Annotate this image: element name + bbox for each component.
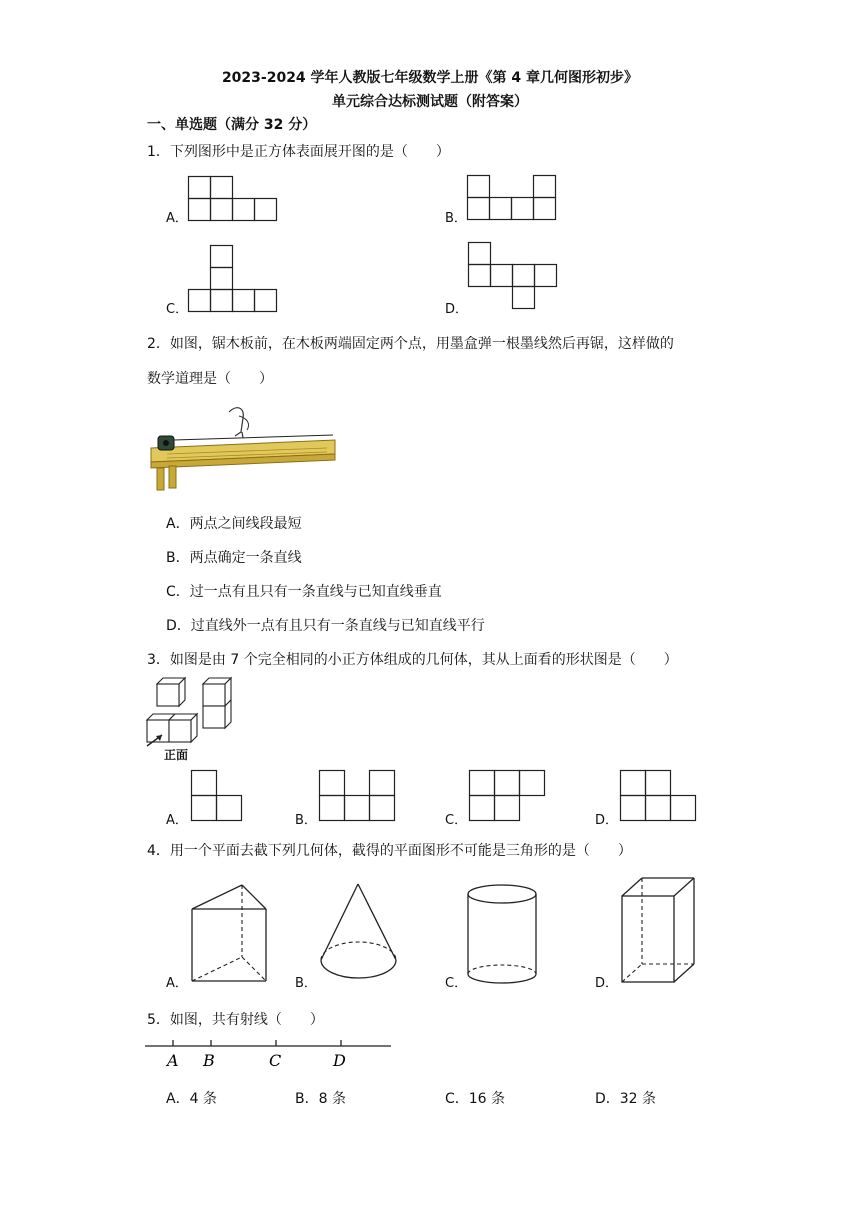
- q4-option-b-label: B．: [295, 976, 317, 991]
- q4-cylinder: [467, 884, 539, 988]
- q3-option-c-view: [469, 770, 548, 822]
- q3-option-a-view: [191, 770, 245, 822]
- q3-option-b-view: [319, 770, 398, 822]
- q3-option-d-label: D．: [595, 813, 619, 828]
- q1-option-d-net: [468, 242, 560, 312]
- q1-option-c-label: C．: [166, 302, 189, 317]
- q5-choice-c: C．16 条: [445, 1091, 506, 1107]
- q1-option-b-label: B．: [445, 211, 467, 226]
- q2-choice-d: D．过直线外一点有且只有一条直线与已知直线平行: [166, 618, 485, 634]
- q3-option-d-view: [620, 770, 699, 822]
- q2-stem-line1: 2．如图，锯木板前，在木板两端固定两个点，用墨盒弹一根墨线然后再锯，这样做的: [147, 336, 674, 352]
- q3-stem: 3．如图是由 7 个完全相同的小正方体组成的几何体，其从上面看的形状图是（ ）: [147, 652, 678, 668]
- q1-option-d-label: D．: [445, 302, 469, 317]
- q2-choice-a: A．两点之间线段最短: [166, 516, 302, 532]
- page-title: 2023-2024 学年人教版七年级数学上册《第 4 章几何图形初步》: [221, 70, 639, 86]
- q5-point-d-label: D: [333, 1051, 346, 1070]
- q2-stem-line2: 数学道理是（ ）: [147, 371, 273, 387]
- q4-option-c-label: C．: [445, 976, 468, 991]
- q4-option-d-label: D．: [595, 976, 619, 991]
- q5-stem: 5．如图，共有射线（ ）: [147, 1012, 324, 1028]
- q1-option-a-label: A．: [166, 211, 188, 226]
- q2-sawing-board-illustration: [147, 402, 339, 494]
- q1-option-c-net: [188, 245, 280, 313]
- q2-choice-c: C．过一点有且只有一条直线与已知直线垂直: [166, 584, 442, 600]
- q3-option-b-label: B．: [295, 813, 317, 828]
- q1-option-a-net: [188, 176, 280, 222]
- q4-stem: 4．用一个平面去截下列几何体，截得的平面图形不可能是三角形的是（ ）: [147, 843, 632, 859]
- q4-rectangular-prism: [620, 876, 696, 986]
- q4-triangular-prism: [190, 881, 270, 985]
- section-title: 一、单选题（满分 32 分）: [147, 117, 317, 133]
- page-subtitle: 单元综合达标测试题（附答案）: [332, 94, 528, 110]
- q5-point-c-label: C: [269, 1051, 282, 1070]
- q3-cube-solid-illustration: [147, 677, 242, 747]
- q2-choice-b: B．两点确定一条直线: [166, 550, 302, 566]
- q5-point-b-label: B: [203, 1051, 215, 1070]
- q5-choice-a: A．4 条: [166, 1091, 217, 1107]
- q1-stem: 1．下列图形中是正方体表面展开图的是（ ）: [147, 144, 450, 160]
- q3-option-a-label: A．: [166, 813, 188, 828]
- q3-front-label: 正面: [164, 748, 189, 762]
- q5-line-with-points: [145, 1036, 395, 1072]
- q1-option-b-net: [467, 175, 559, 221]
- q4-cone: [318, 882, 400, 986]
- q5-choice-d: D．32 条: [595, 1091, 657, 1107]
- q3-option-c-label: C．: [445, 813, 468, 828]
- q5-point-a-label: A: [167, 1051, 179, 1070]
- q5-choice-b: B．8 条: [295, 1091, 346, 1107]
- q4-option-a-label: A．: [166, 976, 188, 991]
